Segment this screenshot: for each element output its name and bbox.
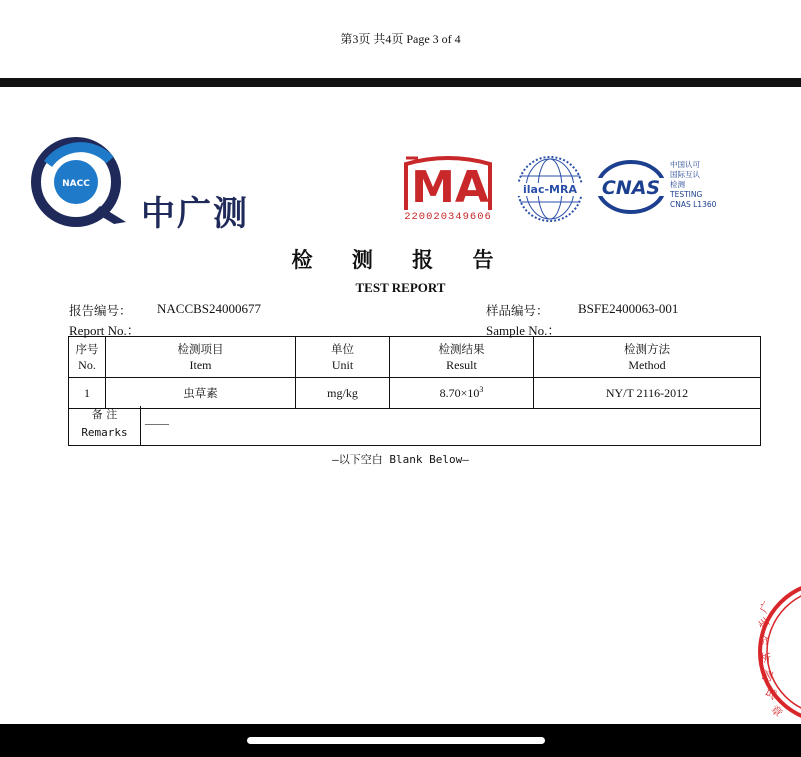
sample-no-label-en: Sample No.：: [486, 323, 561, 338]
ilac-mra-logo: [514, 154, 586, 224]
cnas-line-4: TESTING: [670, 190, 703, 199]
header-item: 检测项目 Item: [106, 337, 296, 378]
remarks-label-cn: 备 注: [91, 408, 118, 421]
svg-text:析: 析: [760, 652, 771, 665]
cell-no: 1: [69, 378, 106, 409]
brand-name-cn: 中广测: [141, 194, 249, 234]
report-no-value: NACCBS24000677: [157, 301, 262, 316]
cell-unit: mg/kg: [296, 378, 390, 409]
nacc-badge-text: NACC: [62, 179, 90, 189]
cell-item: 虫草素: [106, 378, 296, 409]
official-stamp: [752, 582, 801, 722]
svg-text:试: 试: [762, 685, 779, 703]
cnas-text: CNAS: [601, 177, 661, 199]
cnas-line-5: CNAS L1360: [670, 200, 717, 209]
remarks-value: ——: [145, 416, 169, 430]
svg-text:州: 州: [755, 615, 773, 633]
svg-text:测: 测: [760, 668, 775, 684]
result-exponent: 3: [479, 385, 484, 394]
cell-method: NY/T 2116-2012: [534, 378, 761, 409]
cnas-line-2: 国际互认: [670, 170, 700, 179]
remarks-label: [68, 406, 141, 446]
table-row: [69, 378, 761, 409]
report-no-label-en: Report No.：: [69, 323, 140, 338]
svg-text:广: 广: [757, 599, 775, 616]
header-no: 序号 No.: [69, 337, 106, 378]
sample-no-value: BSFE2400063-001: [578, 301, 679, 316]
report-title-en: TEST REPORT: [355, 280, 446, 295]
results-table: [68, 336, 761, 409]
remarks-label-en: Remarks: [81, 426, 128, 439]
result-base: 8.70×10: [439, 386, 480, 400]
ilac-text: ilac-MRA: [523, 183, 577, 196]
cnas-line-1: 中国认可: [670, 160, 700, 169]
header-result: 检测结果 Result: [390, 337, 534, 378]
cell-result: [390, 378, 534, 409]
svg-text:章: 章: [767, 702, 785, 720]
page-header-bar: [0, 0, 801, 78]
report-no-label-cn: 报告编号：: [69, 303, 132, 318]
page-indicator: 第3页 共4页 Page 3 of 4: [340, 32, 461, 46]
report-title-cn: 检 测 报 告: [291, 248, 510, 272]
header-divider: [0, 78, 801, 87]
cma-number: 220020349606: [404, 211, 492, 223]
blank-below-note: —以下空白 Blank Below—: [332, 453, 469, 466]
cnas-line-3: 检测: [670, 180, 685, 189]
remarks-content: [139, 406, 761, 446]
header-method: 检测方法 Method: [534, 337, 761, 378]
home-indicator[interactable]: [247, 737, 545, 744]
table-header-row: [69, 337, 761, 378]
remarks-row: [68, 406, 761, 446]
sample-no-label-cn: 样品编号：: [486, 303, 549, 318]
cnas-caption: [670, 160, 716, 210]
cma-letters: MA: [411, 162, 489, 213]
svg-text:分: 分: [756, 632, 772, 649]
header-unit: 单位 Unit: [296, 337, 390, 378]
cnas-logo: [596, 160, 666, 214]
